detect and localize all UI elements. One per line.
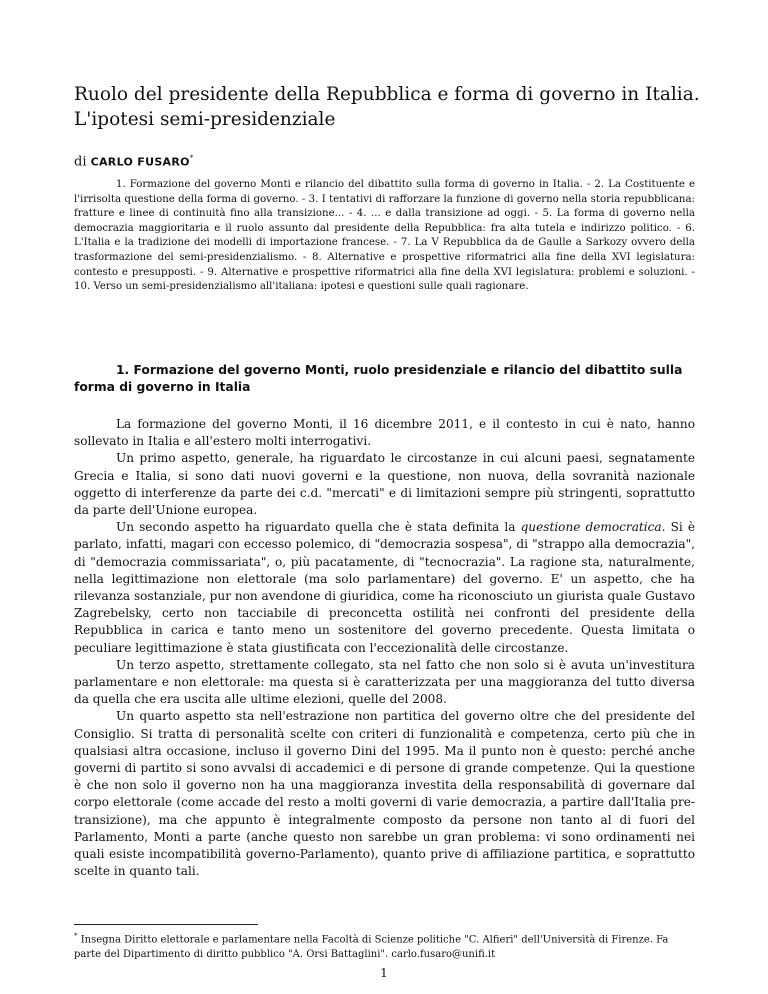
footnote-text: Insegna Diritto elettorale e parlamentare nella Facoltà di Scienze politiche "C. Alfieri" dell'Università di Firenze. Fa parte del Dipartimento di diritto pubblico "A. Orsi Battaglini". carlo.fusaro@unifi.it [74, 934, 669, 961]
paragraph-3 [74, 519, 695, 657]
paragraph-4: Un terzo aspetto, strettamente collegato, sta nel fatto che non solo si è avuta un'investitura parlamentare e non elettorale: ma questa si è caratterizzata per una maggioranza del tutto diversa da quella che era uscita alle ultime elezioni, quelle del 2008. [74, 657, 695, 707]
paragraph-3-end: . Si è parlato, infatti, magari con eccesso polemico, di "democrazia sospesa", di "strappo alla democrazia", di "democrazia commissariata", o, più pacatamente, di "tecnocrazia". La ragione sta, naturalmente, nella legittimazione non elettorale (ma solo parlamentare) del governo. E' un aspetto, che ha rilevanza sostanziale, pur non avendone di giuridica, come ha riconosciuto un giurista quale Gustavo Zagrebelsky, certo non tacciabile di preconcetta ostilità nei confronti del presidente della Repubblica in carica e tanto meno un sostenitore del governo precedente. Questa limitata o peculiare legittimazione è stata giustificata con l'eccezionalità delle circostanze. [74, 520, 696, 655]
author-prefix: di [74, 154, 87, 170]
paragraph-1: La formazione del governo Monti, il 16 dicembre 2011, e il contesto in cui è nato, hanno sollevato in Italia e all'estero molti interrogativi. [74, 417, 695, 449]
title-line-2: L'ipotesi semi-presidenziale [74, 109, 336, 130]
section-heading: 1. Formazione del governo Monti, ruolo presidenziale e rilancio del dibattito sulla forma di governo in Italia [74, 363, 683, 394]
page-number: 1 [380, 966, 388, 980]
paragraph-3-start: Un secondo aspetto ha riguardato quella che è stata definita la [116, 520, 521, 535]
document-title [74, 82, 714, 132]
body-text [74, 416, 695, 880]
paragraph-2: Un primo aspetto, generale, ha riguardato le circostanze in cui alcuni paesi, segnatamente Grecia e Italia, si sono dati nuovi governi e la questione, non nuova, della sovranità nazionale oggetto di interferenze da parte dei c.d. "mercati" e di limitazioni sempre più stringenti, soprattutto da parte dell'Unione europea. [74, 451, 695, 518]
footnote-mark: * [74, 932, 78, 940]
title-line-1: Ruolo del presidente della Repubblica e forma di governo in Italia. [74, 84, 700, 105]
author-line [74, 150, 193, 170]
paragraph-3-emphasis: questione democratica [520, 520, 662, 535]
paragraph-5: Un quarto aspetto sta nell'estrazione non partitica del governo oltre che del presidente del Consiglio. Si tratta di personalità scelte con criteri di funzionalità e competenza, certo più che in qualsiasi altra occasione, incluso il governo Dini del 1995. Ma il punto non è questo: perché anche governi di partito si sono avvalsi di accademici e di persone di grande competenze. Qui la questione è che non solo il governo non ha una maggioranza investita della responsabilità di governare dal corpo elettorale (come accade del resto a molti governi di varie democrazia, a partire dall'Italia pre-transizione), ma che appunto è integralmente composto da persone non tanto al di fuori del Parlamento, Monti a parte (anche questo non sarebbe un gran problema: vi sono ordinamenti nei quali esiste incompatibilità governo-Parlamento), quanto prive di affiliazione partitica, e soprattutto scelte in quanto tali. [74, 709, 695, 879]
author-name: CARLO FUSARO [90, 155, 190, 169]
table-of-contents-abstract: 1. Formazione del governo Monti e rilancio del dibattito sulla forma di governo in Italia. - 2. La Costituente e l'irrisolta questione della forma di governo. - 3. I tentativi di rafforzare la funzione di governo nella storia repubblicana: fratture e linee di continuità fino alla transizione... - 4. ... e dalla transizione ad oggi. - 5. La forma di governo nella democrazia maggioritaria e il ruolo assunto dal presidente della Repubblica: fra alta tutela e indirizzo politico. - 6. L'Italia e la tradizione dei modelli di importazione francese. - 7. La V Repubblica da de Gaulle a Sarkozy ovvero della trasformazione del semi-presidenzialismo. - 8. Alternative e prospettive riformatrici alla fine della XVI legislatura: contesto e presupposti. - 9. Alternative e prospettive riformatrici alla fine della XVI legislatura: problemi e soluzioni. - 10. Verso un semi-presidenzialismo all'italiana: ipotesi e questioni sulle quali ragionare. [74, 179, 695, 293]
footnote [74, 929, 695, 962]
author-footnote-mark[interactable]: * [189, 154, 194, 162]
footnote-separator [74, 924, 258, 925]
